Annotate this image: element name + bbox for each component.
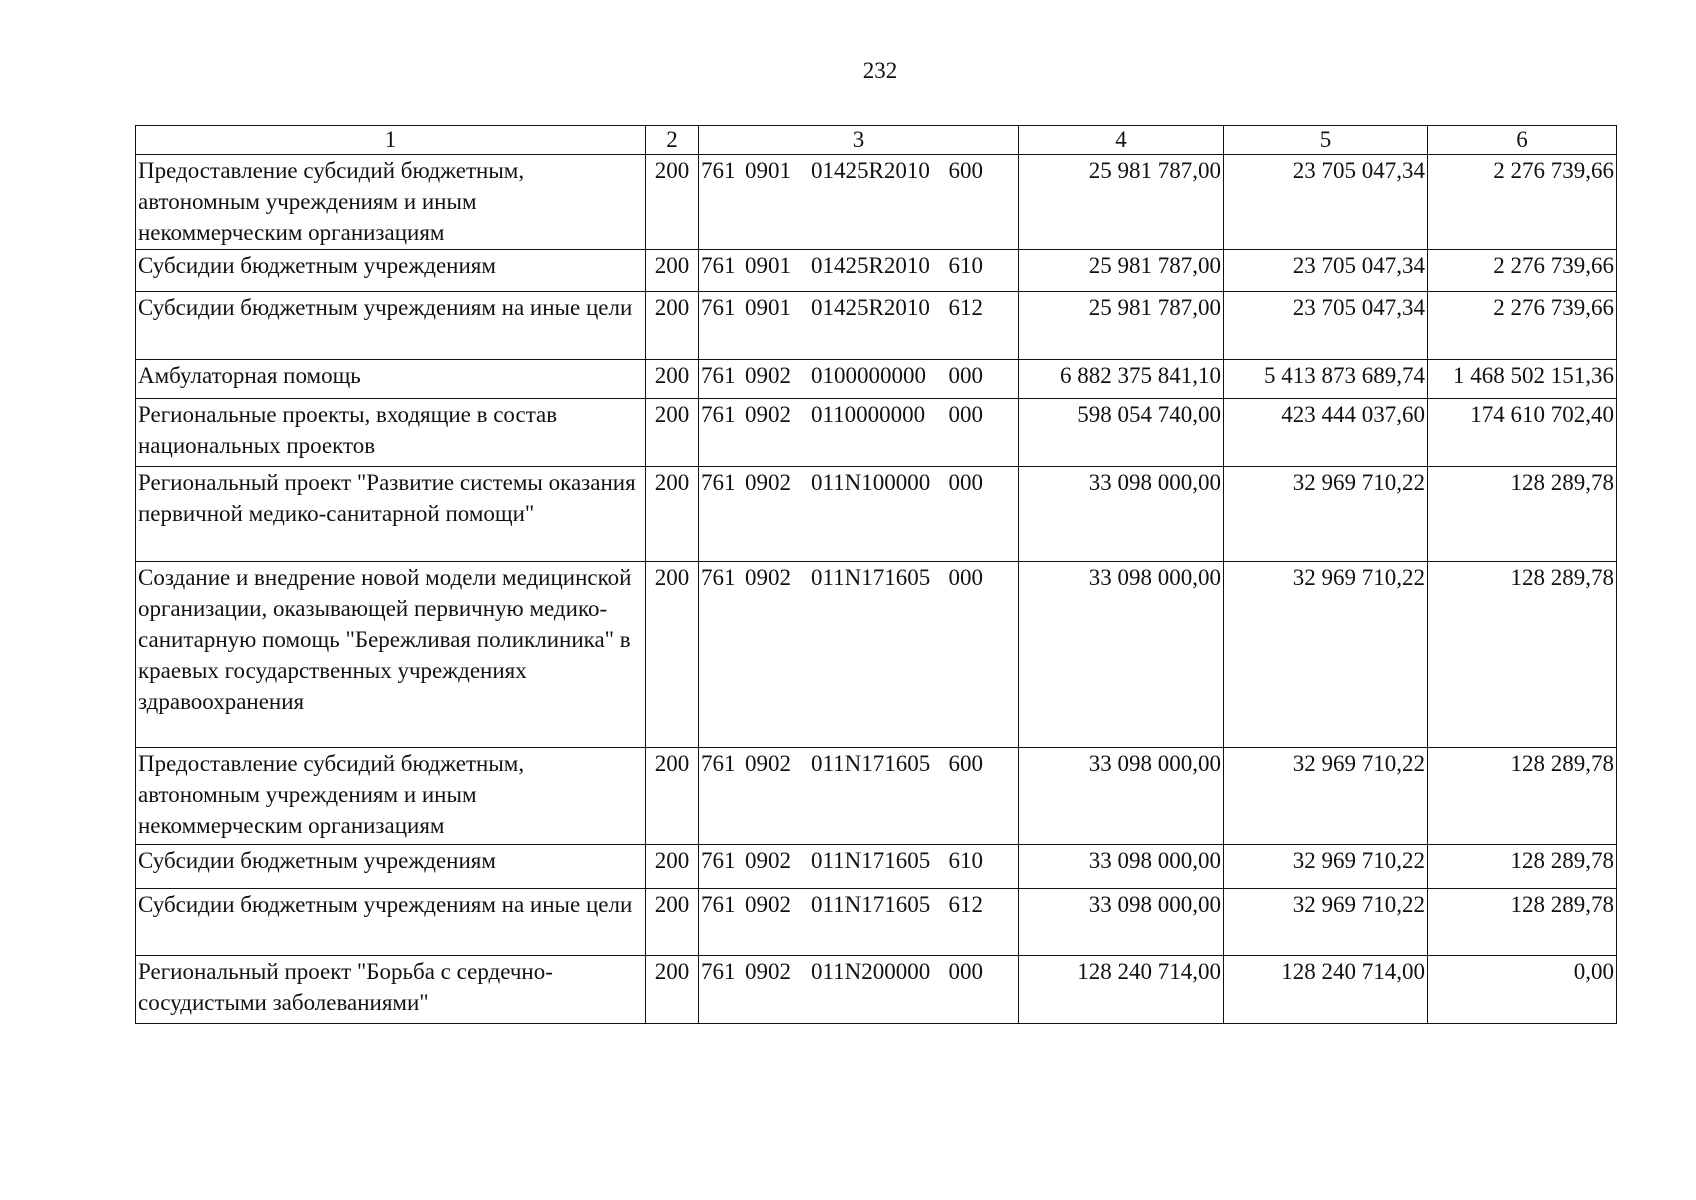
table-row	[136, 292, 1617, 360]
row-budget-code	[699, 956, 1019, 1024]
table-row	[136, 360, 1617, 399]
code-section: 0902	[745, 470, 791, 495]
row-value-6: 128 289,78	[1428, 467, 1617, 562]
code-department: 761	[701, 892, 736, 917]
row-value-6: 0,00	[1428, 956, 1617, 1024]
row-budget-code	[699, 889, 1019, 956]
header-cell-3: 3	[699, 126, 1019, 155]
row-value-5: 23 705 047,34	[1224, 250, 1428, 292]
code-section: 0902	[745, 565, 791, 590]
row-value-4: 25 981 787,00	[1019, 155, 1224, 250]
row-line-code: 200	[646, 360, 699, 399]
header-cell-6: 6	[1428, 126, 1617, 155]
header-cell-1: 1	[136, 126, 646, 155]
table-row	[136, 845, 1617, 889]
header-cell-2: 2	[646, 126, 699, 155]
code-expense-type: 000	[948, 402, 983, 427]
row-name: Региональный проект "Борьба с сердечно-сосудистыми заболеваниями"	[136, 956, 646, 1024]
row-budget-code	[699, 155, 1019, 250]
code-expense-type: 600	[948, 158, 983, 183]
code-target-article: 011N100000	[811, 470, 931, 495]
code-target-article: 0110000000	[811, 402, 926, 427]
code-target-article: 011N200000	[811, 959, 931, 984]
code-expense-type: 000	[948, 470, 983, 495]
code-expense-type: 600	[948, 751, 983, 776]
row-value-6: 174 610 702,40	[1428, 399, 1617, 467]
code-section: 0901	[745, 295, 791, 320]
code-target-article: 011N171605	[811, 565, 931, 590]
row-value-5: 23 705 047,34	[1224, 155, 1428, 250]
code-section: 0902	[745, 848, 791, 873]
code-section: 0902	[745, 402, 791, 427]
table-row	[136, 748, 1617, 845]
row-budget-code	[699, 562, 1019, 748]
row-value-6: 128 289,78	[1428, 748, 1617, 845]
row-line-code: 200	[646, 292, 699, 360]
row-name: Предоставление субсидий бюджетным, автономным учреждениям и иным некоммерческим организациям	[136, 748, 646, 845]
row-budget-code	[699, 292, 1019, 360]
code-department: 761	[701, 470, 736, 495]
row-value-6: 128 289,78	[1428, 889, 1617, 956]
row-line-code: 200	[646, 250, 699, 292]
row-line-code: 200	[646, 748, 699, 845]
page-number: 232	[862, 58, 898, 83]
table-row	[136, 956, 1617, 1024]
row-value-5: 32 969 710,22	[1224, 562, 1428, 748]
row-budget-code	[699, 748, 1019, 845]
row-value-4: 6 882 375 841,10	[1019, 360, 1224, 399]
row-name: Предоставление субсидий бюджетным, автономным учреждениям и иным некоммерческим организациям	[136, 155, 646, 250]
row-value-6: 2 276 739,66	[1428, 155, 1617, 250]
code-department: 761	[701, 565, 736, 590]
budget-table	[135, 125, 1617, 1024]
code-target-article: 01425R2010	[811, 158, 930, 183]
code-section: 0902	[745, 959, 791, 984]
row-line-code: 200	[646, 889, 699, 956]
row-value-6: 2 276 739,66	[1428, 292, 1617, 360]
code-expense-type: 000	[948, 959, 983, 984]
row-value-5: 32 969 710,22	[1224, 845, 1428, 889]
code-department: 761	[701, 959, 736, 984]
code-expense-type: 000	[948, 363, 983, 388]
row-name: Субсидии бюджетным учреждениям на иные цели	[136, 889, 646, 956]
code-section: 0901	[745, 158, 791, 183]
table-row	[136, 399, 1617, 467]
row-value-4: 25 981 787,00	[1019, 250, 1224, 292]
row-value-4: 33 098 000,00	[1019, 562, 1224, 748]
row-name: Амбулаторная помощь	[136, 360, 646, 399]
row-value-5: 32 969 710,22	[1224, 748, 1428, 845]
row-value-4: 33 098 000,00	[1019, 467, 1224, 562]
row-value-4: 33 098 000,00	[1019, 845, 1224, 889]
code-section: 0902	[745, 751, 791, 776]
header-cell-5: 5	[1224, 126, 1428, 155]
code-department: 761	[701, 402, 736, 427]
row-budget-code	[699, 250, 1019, 292]
row-value-6: 2 276 739,66	[1428, 250, 1617, 292]
code-expense-type: 610	[948, 848, 983, 873]
row-value-5: 5 413 873 689,74	[1224, 360, 1428, 399]
row-line-code: 200	[646, 562, 699, 748]
row-value-4: 128 240 714,00	[1019, 956, 1224, 1024]
row-budget-code	[699, 467, 1019, 562]
row-value-6: 128 289,78	[1428, 845, 1617, 889]
row-value-4: 33 098 000,00	[1019, 748, 1224, 845]
code-expense-type: 612	[948, 295, 983, 320]
row-name: Региональный проект "Развитие системы оказания первичной медико-санитарной помощи"	[136, 467, 646, 562]
row-line-code: 200	[646, 399, 699, 467]
row-value-4: 25 981 787,00	[1019, 292, 1224, 360]
row-value-4: 598 054 740,00	[1019, 399, 1224, 467]
row-budget-code	[699, 845, 1019, 889]
code-target-article: 01425R2010	[811, 253, 930, 278]
table-body	[136, 155, 1617, 1024]
row-name: Региональные проекты, входящие в состав национальных проектов	[136, 399, 646, 467]
row-value-6: 128 289,78	[1428, 562, 1617, 748]
code-section: 0901	[745, 253, 791, 278]
table-row	[136, 889, 1617, 956]
row-line-code: 200	[646, 845, 699, 889]
code-expense-type: 612	[948, 892, 983, 917]
code-department: 761	[701, 751, 736, 776]
row-name: Субсидии бюджетным учреждениям	[136, 250, 646, 292]
code-expense-type: 000	[948, 565, 983, 590]
code-department: 761	[701, 848, 736, 873]
code-department: 761	[701, 363, 736, 388]
row-name: Субсидии бюджетным учреждениям на иные цели	[136, 292, 646, 360]
header-row	[136, 126, 1617, 155]
row-name: Субсидии бюджетным учреждениям	[136, 845, 646, 889]
row-value-6: 1 468 502 151,36	[1428, 360, 1617, 399]
code-target-article: 011N171605	[811, 751, 931, 776]
table-row	[136, 155, 1617, 250]
table-row	[136, 250, 1617, 292]
code-target-article: 01425R2010	[811, 295, 930, 320]
code-expense-type: 610	[948, 253, 983, 278]
code-department: 761	[701, 253, 736, 278]
header-cell-4: 4	[1019, 126, 1224, 155]
row-value-4: 33 098 000,00	[1019, 889, 1224, 956]
row-value-5: 32 969 710,22	[1224, 889, 1428, 956]
row-value-5: 423 444 037,60	[1224, 399, 1428, 467]
table-row	[136, 562, 1617, 748]
code-department: 761	[701, 295, 736, 320]
row-budget-code	[699, 360, 1019, 399]
table-row	[136, 467, 1617, 562]
row-value-5: 23 705 047,34	[1224, 292, 1428, 360]
code-section: 0902	[745, 363, 791, 388]
code-target-article: 0100000000	[811, 363, 926, 388]
row-budget-code	[699, 399, 1019, 467]
row-line-code: 200	[646, 155, 699, 250]
row-line-code: 200	[646, 956, 699, 1024]
code-department: 761	[701, 158, 736, 183]
row-line-code: 200	[646, 467, 699, 562]
row-name: Создание и внедрение новой модели медицинской организации, оказывающей первичную медико-санитарную помощь "Бережливая поликлиника" в краевых государственных учреждениях здравоохранения	[136, 562, 646, 748]
row-value-5: 32 969 710,22	[1224, 467, 1428, 562]
code-section: 0902	[745, 892, 791, 917]
code-target-article: 011N171605	[811, 848, 931, 873]
row-value-5: 128 240 714,00	[1224, 956, 1428, 1024]
code-target-article: 011N171605	[811, 892, 931, 917]
